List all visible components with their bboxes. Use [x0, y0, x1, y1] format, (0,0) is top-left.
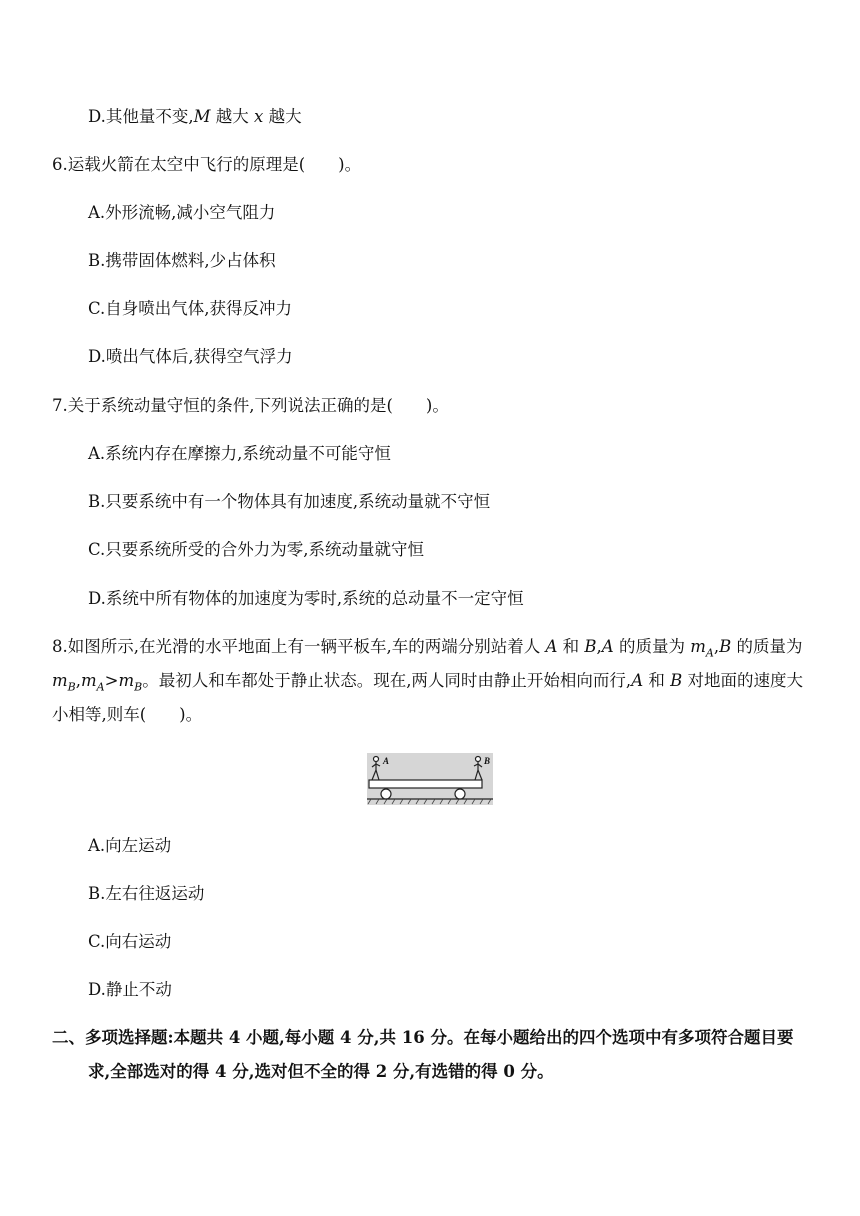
- q8-var-b: B: [584, 637, 597, 656]
- q5-option-d-var-x: x: [254, 107, 264, 126]
- right-wheel: [455, 789, 465, 799]
- q6-option-a: A.外形流畅,减小空气阻力: [88, 203, 276, 222]
- q8-text-1f: 的质量为: [731, 637, 803, 656]
- q8-var-m-a: m: [690, 637, 706, 656]
- person-a-label: A: [383, 756, 390, 766]
- q7-option-b: B.只要系统中有一个物体具有加速度,系统动量就不守恒: [88, 492, 491, 511]
- q8-text-2b: 。最初人和车都处于静止状态。现在,两人同时由静止开始相向而行,: [142, 671, 632, 690]
- q8-var-m-b-2: m: [118, 671, 135, 690]
- q5-option-d-var-m: M: [193, 107, 211, 126]
- q8-var-a: A: [545, 637, 558, 656]
- q8-option-c: C.向右运动: [88, 932, 172, 951]
- q6-option-c: C.自身喷出气体,获得反冲力: [88, 299, 293, 318]
- q5-option-d-suffix: 越大: [263, 107, 302, 126]
- q8-var-m-a-2: m: [81, 671, 97, 690]
- section2-heading-line1: 二、多项选择题:本题共 4 小题,每小题 4 分,共 16 分。在每小题给出的四个选项中有多项符合题目要: [52, 1028, 794, 1047]
- q8-var-b-2: B: [719, 637, 732, 656]
- q8-stem-line1: [52, 636, 802, 658]
- q8-text-2c: 和: [643, 671, 671, 690]
- q8-text-2a: ,: [75, 671, 81, 690]
- q8-option-d: D.静止不动: [88, 980, 172, 999]
- cart-plank: [369, 780, 482, 788]
- q8-stem-line2: [52, 670, 803, 692]
- q8-var-a-3: A: [631, 671, 644, 690]
- q8-text-1b: 和: [557, 637, 585, 656]
- q8-text-1e: ,: [713, 637, 720, 656]
- q8-text-1c: ,: [596, 637, 602, 656]
- q8-option-a: A.向左运动: [88, 836, 172, 855]
- q8-sub-b: B: [67, 680, 76, 694]
- q5-option-d-prefix: D.其他量不变,: [88, 107, 194, 126]
- q8-var-b-3: B: [670, 671, 683, 690]
- cart-diagram: [367, 753, 493, 805]
- q8-gt-sign: >: [104, 671, 119, 690]
- q7-stem: 7.关于系统动量守恒的条件,下列说法正确的是( )。: [52, 396, 449, 415]
- q8-text-1d: 的质量为: [613, 637, 691, 656]
- person-b-label: B: [484, 756, 491, 766]
- q8-text-2d: 对地面的速度大: [682, 671, 803, 690]
- q8-var-m-b: m: [52, 671, 68, 690]
- q6-option-b: B.携带固体燃料,少占体积: [88, 251, 276, 270]
- q8-option-b: B.左右往返运动: [88, 884, 205, 903]
- cart-figure: [367, 753, 493, 805]
- q8-sub-a: A: [705, 646, 714, 660]
- q7-option-d: D.系统中所有物体的加速度为零时,系统的总动量不一定守恒: [88, 589, 524, 608]
- q6-stem: 6.运载火箭在太空中飞行的原理是( )。: [52, 155, 362, 174]
- q8-sub-b-2: B: [134, 680, 143, 694]
- q8-var-a-2: A: [601, 637, 614, 656]
- left-wheel: [381, 789, 391, 799]
- q5-option-d-mid: 越大: [210, 107, 255, 126]
- q7-option-c: C.只要系统所受的合外力为零,系统动量就守恒: [88, 540, 425, 559]
- q5-option-d: [88, 106, 302, 128]
- q8-sub-a-2: A: [96, 680, 105, 694]
- q7-option-a: A.系统内存在摩擦力,系统动量不可能守恒: [88, 444, 391, 463]
- q8-stem-line3: 小相等,则车( )。: [52, 705, 203, 724]
- q8-text-1a: 8.如图所示,在光滑的水平地面上有一辆平板车,车的两端分别站着人: [52, 637, 546, 656]
- section2-heading-line2: 求,全部选对的得 4 分,选对但不全的得 2 分,有选错的得 0 分。: [88, 1062, 554, 1081]
- q6-option-d: D.喷出气体后,获得空气浮力: [88, 347, 293, 366]
